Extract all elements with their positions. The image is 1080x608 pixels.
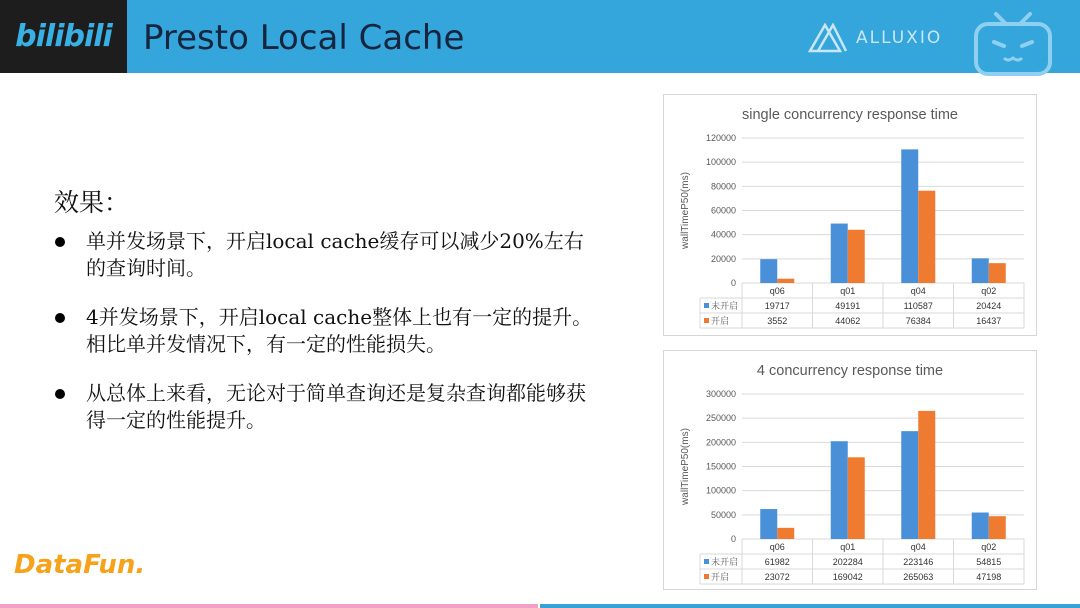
legend-label: 开启 xyxy=(711,572,730,582)
bar-q02-on xyxy=(989,516,1006,539)
bilibili-logo-text: bilibili xyxy=(15,19,112,54)
data-table-value: 3552 xyxy=(767,316,788,326)
y-tick-label: 100000 xyxy=(705,157,736,168)
y-tick-label: 150000 xyxy=(705,461,736,472)
legend-swatch xyxy=(704,559,709,564)
data-table-value: 19717 xyxy=(764,301,790,311)
x-tick-label: q06 xyxy=(769,542,785,552)
bar-q04-on xyxy=(918,411,935,539)
data-table-value: 49191 xyxy=(835,301,861,311)
y-tick-label: 250000 xyxy=(705,413,736,424)
x-tick-label: q01 xyxy=(840,542,856,552)
bullet-text: 4并发场景下，开启local cache整体上也有一定的提升。相比单并发情况下，有一定的性能损失。 xyxy=(86,305,593,356)
header-bar xyxy=(0,0,1080,73)
chart-single-concurrency xyxy=(663,94,1037,336)
data-table-value: 76384 xyxy=(905,316,931,326)
x-tick-label: q04 xyxy=(910,542,926,552)
datafun-logo: DataFun. xyxy=(14,550,146,580)
bullet-item xyxy=(54,304,594,358)
bullet-dot-icon xyxy=(55,237,65,247)
y-tick-label: 100000 xyxy=(705,485,736,496)
data-table-value: 61982 xyxy=(764,557,790,567)
alluxio-logo xyxy=(808,22,942,54)
y-tick-label: 80000 xyxy=(710,181,736,192)
slide-title: Presto Local Cache xyxy=(143,18,465,58)
data-table-value: 44062 xyxy=(835,316,861,326)
legend-swatch xyxy=(704,318,709,323)
bullet-text: 单并发场景下，开启local cache缓存可以减少20%左右的查询时间。 xyxy=(86,229,584,280)
bilibili-logo xyxy=(0,0,127,73)
legend-swatch xyxy=(704,303,709,308)
data-table-value: 16437 xyxy=(976,316,1002,326)
bilibili-tv-icon xyxy=(968,6,1058,76)
y-tick-label: 20000 xyxy=(710,253,736,264)
alluxio-mark-icon xyxy=(808,23,848,53)
y-tick-label: 60000 xyxy=(710,205,736,216)
bullet-list xyxy=(54,228,594,456)
bar-q06-off xyxy=(760,509,777,539)
bar-q06-off xyxy=(760,259,777,283)
y-tick-label: 0 xyxy=(730,278,736,288)
data-table-value: 169042 xyxy=(832,572,863,582)
effect-heading: 效果： xyxy=(54,188,130,217)
bullet-item xyxy=(54,380,594,434)
data-table-value: 110587 xyxy=(903,301,933,311)
data-table-value: 23072 xyxy=(764,572,790,582)
bar-q06-on xyxy=(777,279,794,283)
alluxio-logo-text: ALLUXIO xyxy=(856,28,943,48)
x-tick-label: q02 xyxy=(981,542,997,552)
bar-q02-off xyxy=(972,258,989,283)
legend-swatch xyxy=(704,574,709,579)
bullet-item xyxy=(54,228,594,282)
x-tick-label: q02 xyxy=(981,286,997,296)
y-tick-label: 200000 xyxy=(705,437,736,448)
data-table-value: 47198 xyxy=(976,572,1002,582)
y-axis-label: wallTimeP50(ms) xyxy=(680,172,691,249)
bullet-text: 从总体上来看，无论对于简单查询还是复杂查询都能够获得一定的性能提升。 xyxy=(86,381,586,432)
chart-title: single concurrency response time xyxy=(742,107,958,123)
data-table-value: 202284 xyxy=(832,557,863,567)
footer-stripe-pink xyxy=(0,604,538,608)
bullet-dot-icon xyxy=(55,389,65,399)
x-tick-label: q06 xyxy=(769,286,785,296)
bar-q02-off xyxy=(972,513,989,539)
data-table-value: 223146 xyxy=(903,557,934,567)
data-table-value: 265063 xyxy=(903,572,934,582)
y-tick-label: 0 xyxy=(730,534,736,544)
bar-q01-off xyxy=(831,224,848,283)
legend-label: 开启 xyxy=(711,316,730,326)
bar-q04-on xyxy=(918,191,935,283)
y-tick-label: 40000 xyxy=(710,229,736,240)
legend-label: 未开启 xyxy=(711,557,739,567)
chart-title: 4 concurrency response time xyxy=(756,363,944,379)
bullet-dot-icon xyxy=(55,313,65,323)
bar-q04-off xyxy=(901,431,918,539)
chart-four-concurrency xyxy=(663,350,1037,590)
data-table-value: 54815 xyxy=(976,557,1002,567)
legend-label: 未开启 xyxy=(711,301,739,311)
y-axis-label: wallTimeP50(ms) xyxy=(680,428,691,505)
bar-q01-on xyxy=(848,457,865,539)
bar-q06-on xyxy=(777,528,794,539)
bar-q01-on xyxy=(848,230,865,283)
footer-stripe-blue xyxy=(540,604,1080,608)
y-tick-label: 50000 xyxy=(710,509,736,520)
x-tick-label: q01 xyxy=(840,286,856,296)
y-tick-label: 120000 xyxy=(705,133,736,143)
data-table-value: 20424 xyxy=(976,301,1002,311)
bar-q02-on xyxy=(989,263,1006,283)
chart-svg xyxy=(664,351,1036,589)
x-tick-label: q04 xyxy=(910,286,926,296)
chart-svg xyxy=(664,95,1036,335)
y-tick-label: 300000 xyxy=(705,389,736,399)
bar-q01-off xyxy=(831,441,848,539)
bar-q04-off xyxy=(901,149,918,283)
